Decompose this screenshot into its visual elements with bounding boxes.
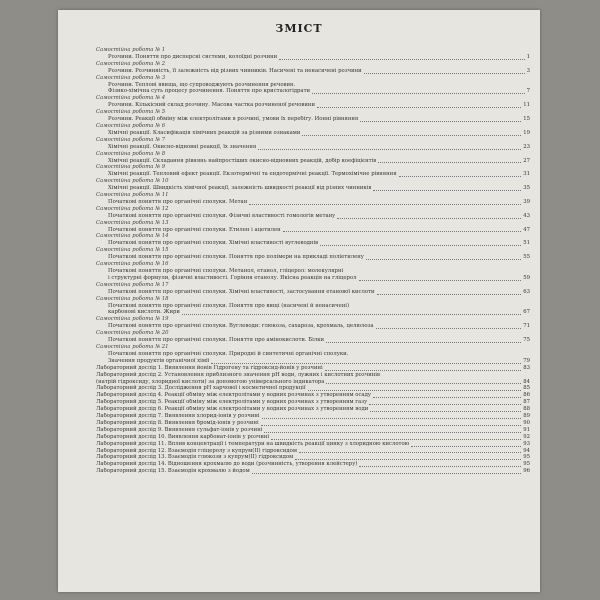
leader-dots [377, 294, 522, 295]
page-number: 19 [523, 129, 530, 136]
toc-entry [96, 109, 530, 123]
toc-line [96, 213, 530, 220]
toc-line-text: Розчини. Кількісний склад розчину. Масова частка розчиненої речовини [108, 102, 315, 109]
leader-dots [359, 280, 522, 281]
toc-section-heading: Самостійна робота № 6 [96, 122, 166, 129]
page-number: 94 [523, 447, 530, 454]
page-number: 3 [526, 67, 530, 74]
toc-entry [96, 420, 530, 427]
leader-dots [262, 418, 522, 419]
toc-line-text: Лабораторний дослід 11. Вплив концентрації і температури на швидкість реакції цинку з хлоридною кислотою [96, 440, 410, 447]
toc-section-heading: Самостійна робота № 13 [96, 219, 169, 226]
page-number: 11 [523, 102, 530, 109]
page-number: 59 [523, 274, 530, 281]
toc-entry [96, 372, 530, 386]
page-title: ЗМІСТ [275, 22, 323, 35]
toc-line-text: (натрій гідроксиду, хлоридної кислоти) за допомогою універсального індикатора [96, 378, 325, 385]
toc-line-text: Лабораторний дослід 3. Дослідження pH харчової і косметичної продукції [96, 385, 306, 392]
toc-line-text: Хімічні реакції. Окисно-відновні реакції, їх значення [108, 143, 257, 150]
toc-line-text: Початкові поняття про органічні сполуки. Поняття про амінокислоти. Білки [108, 337, 325, 344]
toc-section-heading: Самостійна робота № 10 [96, 178, 169, 185]
page-number: 43 [523, 212, 530, 219]
toc-line [96, 144, 530, 151]
toc-entry [96, 468, 530, 475]
toc-line [96, 468, 530, 475]
leader-dots [182, 314, 521, 315]
page-number: 75 [523, 337, 530, 344]
toc-entry [96, 47, 530, 61]
toc-line [96, 379, 530, 386]
toc-entry [96, 247, 530, 261]
page-number: 27 [523, 157, 530, 164]
leader-dots [370, 411, 521, 412]
toc-line-text: Початкові поняття про органічні сполуки. Метан [108, 198, 248, 205]
toc-line [96, 420, 530, 427]
leader-dots [308, 390, 522, 391]
page-number: 47 [523, 226, 530, 233]
toc-line [96, 82, 530, 89]
toc-line [96, 385, 530, 392]
page-number: 1 [526, 53, 530, 60]
page-number: 88 [523, 406, 530, 413]
toc-section-heading: Самостійна робота № 8 [96, 150, 166, 157]
toc-entry [96, 385, 530, 392]
toc-entry [96, 413, 530, 420]
toc-line [96, 399, 530, 406]
toc-entry [96, 454, 530, 461]
toc-line [96, 365, 530, 372]
leader-dots [302, 135, 521, 136]
page-number: 7 [526, 88, 530, 95]
toc-entry [96, 406, 530, 413]
page-number: 51 [523, 240, 530, 247]
toc-line [96, 372, 530, 379]
leader-dots [326, 342, 521, 343]
toc-section-heading: Самостійна робота № 21 [96, 343, 169, 350]
page-number: 93 [523, 440, 530, 447]
page-number: 71 [523, 323, 530, 330]
toc-entry [96, 192, 530, 206]
toc-entry [96, 434, 530, 441]
toc-line [96, 441, 530, 448]
leader-dots [211, 363, 521, 364]
toc-line-text: Лабораторний дослід 6. Реакції обміну між електролітами у водних розчинах з утворенням води [96, 406, 369, 413]
toc-section-heading: Самостійна робота № 11 [96, 192, 169, 199]
toc-line-text: Фізико-хімічна суть процесу розчинення. Поняття про кристалогідрати [108, 88, 311, 95]
page-number: 86 [523, 392, 530, 399]
page-number: 23 [523, 143, 530, 150]
toc-entry [96, 75, 530, 96]
toc-line [96, 358, 530, 365]
toc-section-heading: Самостійна робота № 14 [96, 233, 169, 240]
toc-entry [96, 123, 530, 137]
toc-section-heading: Самостійна робота № 16 [96, 261, 169, 268]
leader-dots [360, 121, 521, 122]
toc-line-text: Розчини. Поняття про дисперсні системи, колоїдні розчини [108, 53, 278, 60]
toc-entry [96, 441, 530, 448]
toc-entry [96, 206, 530, 220]
toc-entry [96, 365, 530, 372]
toc-section-heading: Самостійна робота № 17 [96, 281, 169, 288]
page-number: 84 [523, 378, 530, 385]
page-number: 96 [523, 468, 530, 475]
toc-section-heading: Самостійна робота № 12 [96, 205, 169, 212]
toc-line-text: Лабораторний дослід 14. Відношення крохмалю до води (розчинність, утворення клейстеру) [96, 461, 358, 468]
toc-line [96, 268, 530, 275]
leader-dots [312, 93, 525, 94]
toc-entry [96, 392, 530, 399]
toc-line-text: Лабораторний дослід 2. Установлення приблизного значення pH води, лужних і кислотних розчинів [96, 371, 380, 378]
leader-dots [399, 176, 522, 177]
leader-dots [373, 190, 521, 191]
toc-line-text: Початкові поняття про органічні сполуки. Метанол, етанол, гліцерол: молекулярні [108, 268, 344, 274]
toc-line [96, 434, 530, 441]
toc-line-text: Лабораторний дослід 4. Реакції обміну між електролітами у водних розчинах з утворенням осаду [96, 392, 371, 399]
toc-line [96, 116, 530, 123]
toc-entry [96, 282, 530, 296]
page-number: 90 [523, 419, 530, 426]
leader-dots [295, 459, 521, 460]
toc-section-heading: Самостійна робота № 7 [96, 136, 166, 143]
toc-line-text: Хімічні реакції. Класифікація хімічних реакцій за різними ознаками [108, 129, 301, 136]
toc-entry [96, 461, 530, 468]
toc-line-text: Лабораторний дослід 8. Виявлення бромід-іонів у розчині [96, 419, 259, 426]
leader-dots [411, 446, 521, 447]
toc-line [96, 54, 530, 61]
page-number: 89 [523, 413, 530, 420]
toc-section-heading: Самостійна робота № 20 [96, 330, 169, 337]
toc-section-heading: Самостійна робота № 15 [96, 247, 169, 254]
toc-line-text: Лабораторний дослід 7. Виявлення хлорид-іонів у розчині [96, 413, 260, 420]
toc-line-text: Початкові поняття про органічні сполуки. Хімічні властивості вуглеводнів [108, 240, 319, 247]
toc-line [96, 392, 530, 399]
toc-section-heading: Самостійна робота № 4 [96, 95, 166, 102]
toc-entry [96, 261, 530, 282]
page-number: 39 [523, 198, 530, 205]
leader-dots [364, 73, 525, 74]
page-number: 31 [523, 171, 530, 178]
toc-entry [96, 220, 530, 234]
toc-line-text: Початкові поняття про органічні сполуки. Природні й синтетичні органічні сполуки. [108, 350, 349, 357]
toc-entry [96, 344, 530, 365]
toc-section-heading: Самостійна робота № 18 [96, 295, 169, 302]
leader-dots [264, 432, 521, 433]
toc-line [96, 275, 530, 282]
leader-dots [299, 452, 521, 453]
toc-section-heading: Самостійна робота № 9 [96, 164, 166, 171]
toc-line-text: Початкові поняття про органічні сполуки. Фізичні властивості гомологів метану [108, 212, 336, 219]
toc-entry [96, 164, 530, 178]
toc-section-heading: Самостійна робота № 3 [96, 74, 166, 81]
page-number: 55 [523, 254, 530, 261]
toc-line-text: Хімічні реакції. Швидкість хімічної реакції, залежність швидкості реакції від різних чинників [108, 185, 372, 192]
leader-dots [369, 404, 521, 405]
toc-line-text: Лабораторний дослід 9. Виявлення сульфат-іонів у розчині [96, 426, 263, 433]
toc-line-text: Розчини. Реакції обміну між електролітами в розчині, умови їх перебігу. Йонні рівняння [108, 116, 359, 123]
toc-line [96, 68, 530, 75]
toc-entry [96, 233, 530, 247]
leader-dots [376, 328, 522, 329]
leader-dots [317, 107, 521, 108]
toc-line [96, 185, 530, 192]
toc-entry [96, 448, 530, 455]
leader-dots [378, 162, 521, 163]
document-page [58, 10, 540, 592]
page-number: 91 [523, 426, 530, 433]
toc-line-text: Лабораторний дослід 10. Виявлення карбонат-іонів у розчині [96, 433, 270, 440]
toc-line-text: Хімічні реакції. Складання рівнянь найпростіших окисно-відновних реакцій, добір коефіцієнтів [108, 157, 377, 164]
leader-dots [325, 370, 522, 371]
leader-dots [359, 466, 521, 467]
toc-line-text: Лабораторний дослід 5. Реакції обміну між електролітами у водних розчинах з утворенням газу [96, 399, 368, 406]
toc-entry [96, 316, 530, 330]
leader-dots [258, 149, 521, 150]
toc-entry [96, 61, 530, 75]
leader-dots [326, 383, 521, 384]
leader-dots [337, 218, 521, 219]
toc-line-text: Лабораторний дослід 1. Виявлення йонів Гідрогену та гідроксид-йонів у розчині [96, 364, 323, 371]
page-number: 92 [523, 433, 530, 440]
toc-line [96, 406, 530, 413]
toc-line-text: Початкові поняття про органічні сполуки. Вуглеводи: глюкоза, сахароза, крохмаль, целюлоза [108, 323, 374, 330]
toc-entry [96, 296, 530, 317]
toc-line [96, 130, 530, 137]
table-of-contents [96, 47, 530, 475]
leader-dots [366, 259, 521, 260]
toc-line [96, 199, 530, 206]
toc-line-text: Значення продуктів органічної хімії [108, 357, 210, 364]
toc-entry [96, 151, 530, 165]
toc-line [96, 351, 530, 358]
toc-line-text: Лабораторний дослід 13. Взаємодія глюкози з купрум(II) гідроксидом [96, 454, 294, 461]
leader-dots [271, 439, 521, 440]
toc-section-heading: Самостійна робота № 1 [96, 47, 166, 53]
page-number: 67 [523, 309, 530, 316]
toc-entry [96, 95, 530, 109]
leader-dots [249, 204, 521, 205]
toc-section-heading: Самостійна робота № 2 [96, 60, 166, 67]
toc-entry [96, 399, 530, 406]
page-number: 85 [523, 385, 530, 392]
page-number: 63 [523, 288, 530, 295]
toc-line-text: карбонові кислоти. Жири [108, 309, 180, 316]
toc-line-text: Початкові поняття про органічні сполуки. Етилен і ацетилен [108, 226, 281, 233]
toc-line [96, 461, 530, 468]
page-number: 35 [523, 185, 530, 192]
toc-entry [96, 137, 530, 151]
leader-dots [279, 59, 524, 60]
toc-entry [96, 427, 530, 434]
toc-section-heading: Самостійна робота № 19 [96, 316, 169, 323]
leader-dots [252, 473, 522, 474]
toc-line [96, 337, 530, 344]
toc-line-text: Хімічні реакції. Тепловий ефект реакції. Екзотермічні та ендотермічні реакції. Термохімічне рівняння [108, 171, 397, 178]
toc-line [96, 413, 530, 420]
toc-line-text: Початкові поняття про органічні сполуки. Поняття про полімери на прикладі поліетилену [108, 254, 364, 261]
leader-dots [373, 397, 521, 398]
toc-line-text: Початкові поняття про органічні сполуки. Хімічні властивості, застосування етанової кислоти [108, 288, 375, 295]
toc-line-text: Початкові поняття про органічні сполуки. Поняття про вищі (насичені й ненасичені) [108, 302, 350, 309]
page-number: 95 [523, 454, 530, 461]
page-number: 87 [523, 399, 530, 406]
toc-line-text: Лабораторний дослід 15. Взаємодія крохмалю з йодом [96, 468, 250, 475]
toc-line-text: і структурні формули, фізичні властивості. Горіння етанолу. Якісна реакція на гліцерол [108, 274, 357, 281]
toc-entry [96, 178, 530, 192]
toc-line-text: Лабораторний дослід 12. Взаємодія гліцеролу з купрум(II) гідроксидом [96, 447, 297, 454]
toc-section-heading: Самостійна робота № 5 [96, 109, 166, 116]
page-number: 95 [523, 461, 530, 468]
toc-entry [96, 330, 530, 344]
page-number: 79 [523, 357, 530, 364]
leader-dots [261, 425, 522, 426]
toc-line [96, 454, 530, 461]
toc-line [96, 289, 530, 296]
toc-line [96, 427, 530, 434]
leader-dots [283, 231, 522, 232]
page-number: 83 [523, 364, 530, 371]
leader-dots [320, 245, 521, 246]
toc-line [96, 303, 530, 310]
toc-line-text: Розчини. Теплові явища, що супроводжують розчинення речовин. [108, 81, 296, 88]
toc-line-text: Розчини. Розчинність, її залежність від різних чинників. Насичені та ненасичені розчини [108, 67, 362, 74]
page-number: 15 [523, 116, 530, 123]
toc-line [96, 448, 530, 455]
